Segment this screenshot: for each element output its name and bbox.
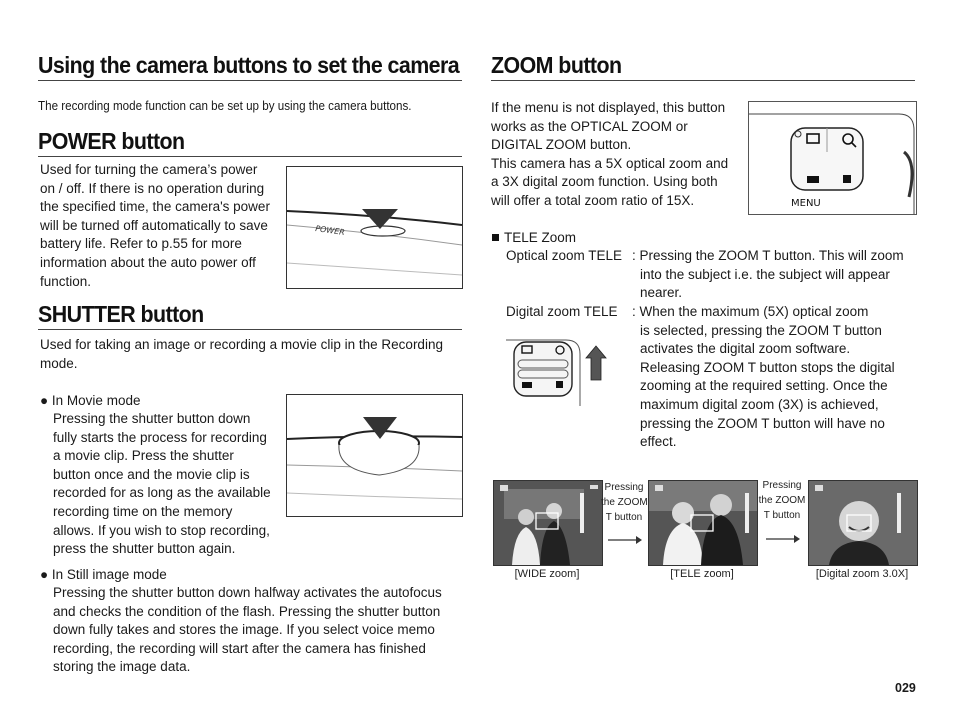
- digital-zoom-label: Digital zoom TELE: [506, 304, 618, 319]
- pressing-line: T button: [763, 510, 801, 521]
- text-line: zooming at the required setting. Once the: [640, 378, 888, 394]
- text-line: battery life. Refer to p.55 for more: [40, 236, 242, 252]
- text-line: allows. If you wish to stop recording,: [53, 522, 270, 538]
- text-line: will be turned off automatically to save: [40, 217, 268, 233]
- text-line: into the subject i.e. the subject will appear: [640, 266, 890, 282]
- text-line: the specified time, the camera's power: [40, 199, 270, 215]
- text-line: fully starts the process for recording: [53, 429, 267, 445]
- text-line: and checks the condition of the flash. Pressing the shutter button: [53, 603, 441, 619]
- pressing-line: the ZOOM: [758, 495, 806, 506]
- power-rule: [38, 156, 462, 157]
- pressing-line: Pressing: [762, 480, 802, 491]
- text-line: information about the auto power off: [40, 254, 256, 270]
- text-line: will offer a total zoom ratio of 15X.: [491, 192, 695, 208]
- zoom-rule: [491, 80, 915, 81]
- digital-zoom-photo: [808, 480, 918, 566]
- tele-zoom-heading: TELE Zoom: [504, 230, 577, 245]
- text-line: pressing the ZOOM T button will have no: [640, 415, 885, 431]
- power-title: POWER button: [38, 128, 185, 154]
- text-line: This camera has a 5X optical zoom and: [491, 155, 729, 171]
- caption-digital: [Digital zoom 3.0X]: [815, 568, 909, 580]
- optical-zoom-text: [632, 247, 922, 303]
- caption-tele: [TELE zoom]: [670, 568, 734, 580]
- pressing-line: Pressing: [604, 482, 644, 493]
- text-line: recording, the recording will start after the camera has finished: [53, 640, 426, 656]
- movie-mode-text: [53, 410, 285, 559]
- pressing-line: the ZOOM: [601, 497, 648, 508]
- shutter-description: [40, 336, 465, 373]
- pressing-label-1: [601, 480, 647, 525]
- text-line: DIGITAL ZOOM button.: [491, 137, 632, 153]
- text-line: mode.: [40, 355, 78, 371]
- zoom-tele-figure: [506, 336, 610, 406]
- text-line: effect.: [640, 434, 677, 450]
- arrow-1: [608, 531, 642, 549]
- page-number: 029: [895, 681, 916, 695]
- text-line: storing the image data.: [53, 659, 191, 675]
- text-line: recording time on the memory: [53, 503, 233, 519]
- text-line: a movie clip. Press the shutter: [53, 448, 234, 464]
- caption-wide: [WIDE zoom]: [514, 568, 580, 580]
- square-bullet: [492, 234, 499, 241]
- shutter-rule: [38, 329, 462, 330]
- intro-text: The recording mode function can be set up by using the camera buttons.: [38, 99, 412, 113]
- still-mode-bullet: [40, 566, 167, 585]
- page-title: Using the camera buttons to set the camera: [38, 52, 460, 78]
- bullet-dot: ●: [40, 393, 49, 408]
- text-line: Used for turning the camera’s power: [40, 162, 258, 177]
- text-line: on / off. If there is no operation during: [40, 180, 265, 196]
- text-line: press the shutter button again.: [53, 541, 236, 557]
- text-line: down fully takes and stores the image. If you select voice memo: [53, 622, 435, 638]
- title-rule: [38, 80, 462, 81]
- movie-mode-bullet: [40, 392, 140, 411]
- shutter-title: SHUTTER button: [38, 301, 204, 327]
- text-line: If the menu is not displayed, this button: [491, 100, 726, 115]
- arrow-2: [766, 530, 800, 548]
- zoom-description: [491, 99, 746, 211]
- movie-mode-heading: In Movie mode: [51, 393, 141, 408]
- text-line: Pressing the shutter button down: [53, 411, 251, 426]
- text-line: button once and the movie clip is: [53, 466, 250, 482]
- text-line: Used for taking an image or recording a movie clip in the Recording: [40, 337, 443, 352]
- text-line: activates the digital zoom software.: [640, 341, 851, 357]
- wide-zoom-photo: [493, 480, 603, 566]
- text-line: nearer.: [640, 285, 683, 301]
- text-line: a 3X digital zoom function. Using both: [491, 174, 718, 190]
- text-line: recorded for as long as the available: [53, 485, 271, 501]
- text-line: function.: [40, 273, 92, 289]
- text-line: : Pressing the ZOOM T button. This will zoom: [632, 248, 904, 263]
- text-line: Releasing ZOOM T button stops the digital: [640, 359, 895, 375]
- text-line: is selected, pressing the ZOOM T button: [640, 322, 882, 338]
- pressing-label-2: [758, 478, 806, 523]
- still-mode-heading: In Still image mode: [51, 567, 167, 582]
- zoom-title: ZOOM button: [491, 52, 622, 78]
- tele-zoom-photo: [648, 480, 758, 566]
- text-line: : When the maximum (5X) optical zoom: [632, 304, 869, 319]
- text-line: maximum digital zoom (3X) is achieved,: [640, 396, 879, 412]
- digital-zoom-text: [632, 303, 922, 452]
- zoom-button-figure: [748, 101, 917, 215]
- pressing-line: T button: [605, 512, 643, 523]
- text-line: works as the OPTICAL ZOOM or: [491, 118, 688, 134]
- tele-zoom-bullet: [492, 229, 576, 248]
- text-line: Pressing the shutter button down halfway activates the autofocus: [53, 585, 442, 600]
- menu-label: MENU: [791, 198, 821, 209]
- power-description: [40, 161, 285, 291]
- power-button-figure: [286, 166, 463, 289]
- bullet-dot: ●: [40, 567, 49, 582]
- power-figure-label: POWER: [314, 224, 346, 238]
- optical-zoom-label: Optical zoom TELE: [506, 248, 623, 263]
- still-mode-text: [53, 584, 463, 677]
- shutter-button-figure: [286, 394, 463, 517]
